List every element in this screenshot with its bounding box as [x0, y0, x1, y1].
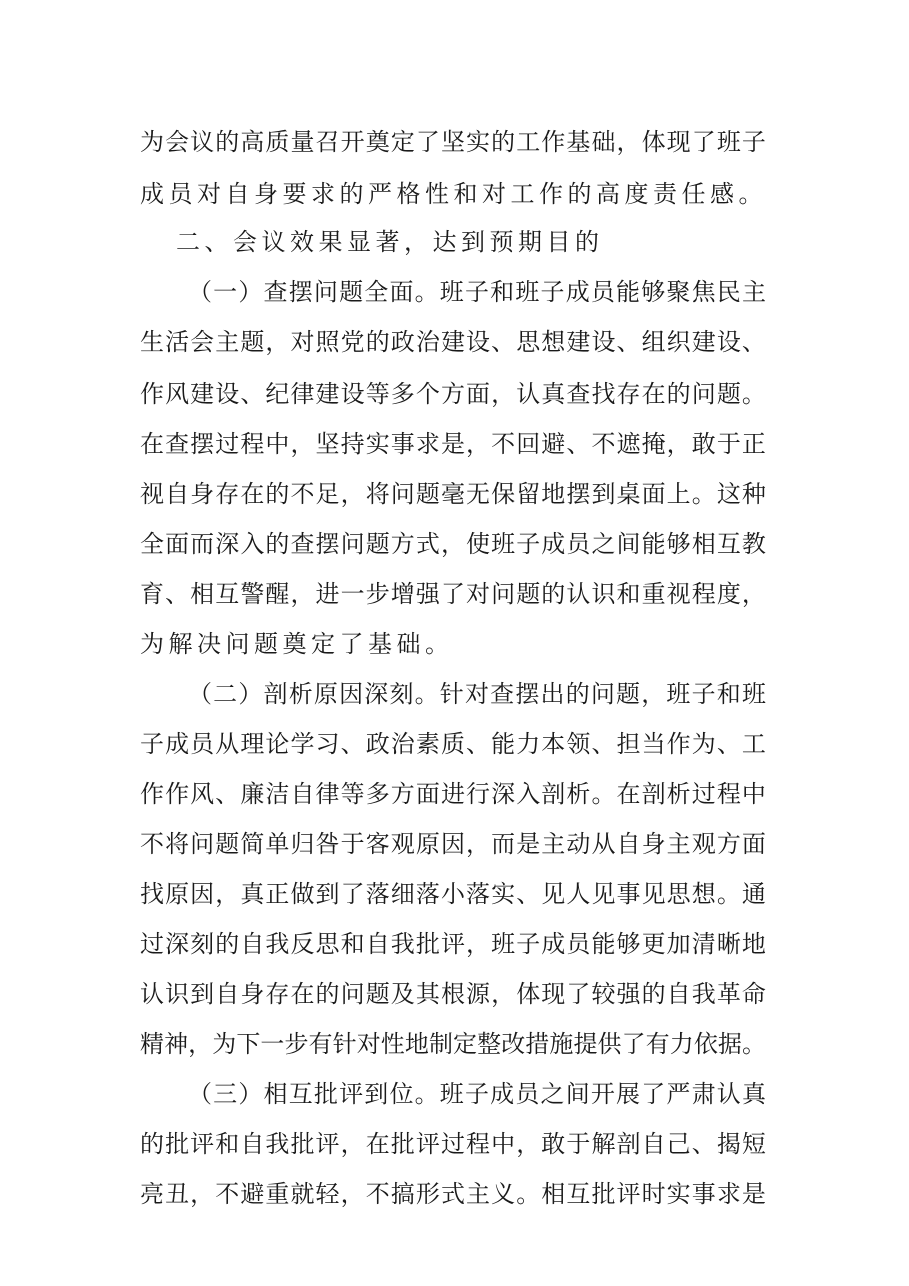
line-text: 子成员从理论学习、政治素质、能力本领、担当作为、工 [140, 730, 767, 758]
line-text: （三）相互批评到位。班子成员之间开展了严肃认真 [188, 1080, 768, 1108]
text-line [0, 368, 909, 420]
line-text: （二）剖析原因深刻。针对查摆出的问题，班子和班 [188, 680, 768, 708]
text-line [0, 568, 909, 620]
text-line [0, 918, 909, 970]
text-line [0, 1018, 909, 1070]
line-text: 认识到自身存在的问题及其根源，体现了较强的自我革命 [140, 980, 767, 1008]
text-line [0, 868, 909, 920]
text-line [0, 168, 909, 220]
line-text: 的批评和自我批评，在批评过程中，敢于解剖自己、揭短 [140, 1130, 767, 1158]
heading-text: 二、会议效果显著，达到预期目的 [176, 228, 604, 256]
line-text: 过深刻的自我反思和自我批评，班子成员能够更加清晰地 [140, 930, 767, 958]
line-text: 成员对自身要求的严格性和对工作的高度责任感。 [140, 180, 767, 208]
text-line [0, 718, 909, 770]
text-line [0, 768, 909, 820]
text-line [0, 668, 909, 720]
text-line [0, 316, 909, 368]
text-line [0, 418, 909, 470]
line-text: 全面而深入的查摆问题方式，使班子成员之间能够相互教 [140, 530, 767, 558]
line-text: 作作风、廉洁自律等多方面进行深入剖析。在剖析过程中 [140, 780, 767, 808]
line-text: 为会议的高质量召开奠定了坚实的工作基础，体现了班子 [140, 128, 767, 156]
text-line [0, 266, 909, 318]
text-line [0, 116, 909, 168]
text-line [0, 468, 909, 520]
line-text: 亮丑，不避重就轻，不搞形式主义。相互批评时实事求是 [140, 1180, 767, 1208]
line-text: 精神，为下一步有针对性地制定整改措施提供了有力依据。 [140, 1030, 767, 1058]
text-line [0, 618, 909, 670]
text-line [0, 1118, 909, 1170]
text-line [0, 1168, 909, 1220]
line-text: 为解决问题奠定了基础。 [140, 630, 454, 658]
line-text: 视自身存在的不足，将问题毫无保留地摆到桌面上。这种 [140, 480, 767, 508]
line-text: 在查摆过程中，坚持实事求是，不回避、不遮掩，敢于正 [140, 430, 767, 458]
text-line [0, 968, 909, 1020]
line-text: 不将问题简单归咎于客观原因，而是主动从自身主观方面 [140, 830, 767, 858]
line-text: 育、相互警醒，进一步增强了对问题的认识和重视程度， [140, 580, 767, 608]
text-line [0, 1068, 909, 1120]
section-heading [0, 216, 909, 268]
line-text: 作风建设、纪律建设等多个方面，认真查找存在的问题。 [140, 380, 767, 408]
text-line [0, 818, 909, 870]
text-line [0, 518, 909, 570]
line-text: 找原因，真正做到了落细落小落实、见人见事见思想。通 [140, 880, 767, 908]
line-text: 生活会主题，对照党的政治建设、思想建设、组织建设、 [140, 328, 767, 356]
line-text: （一）查摆问题全面。班子和班子成员能够聚焦民主 [188, 278, 768, 306]
